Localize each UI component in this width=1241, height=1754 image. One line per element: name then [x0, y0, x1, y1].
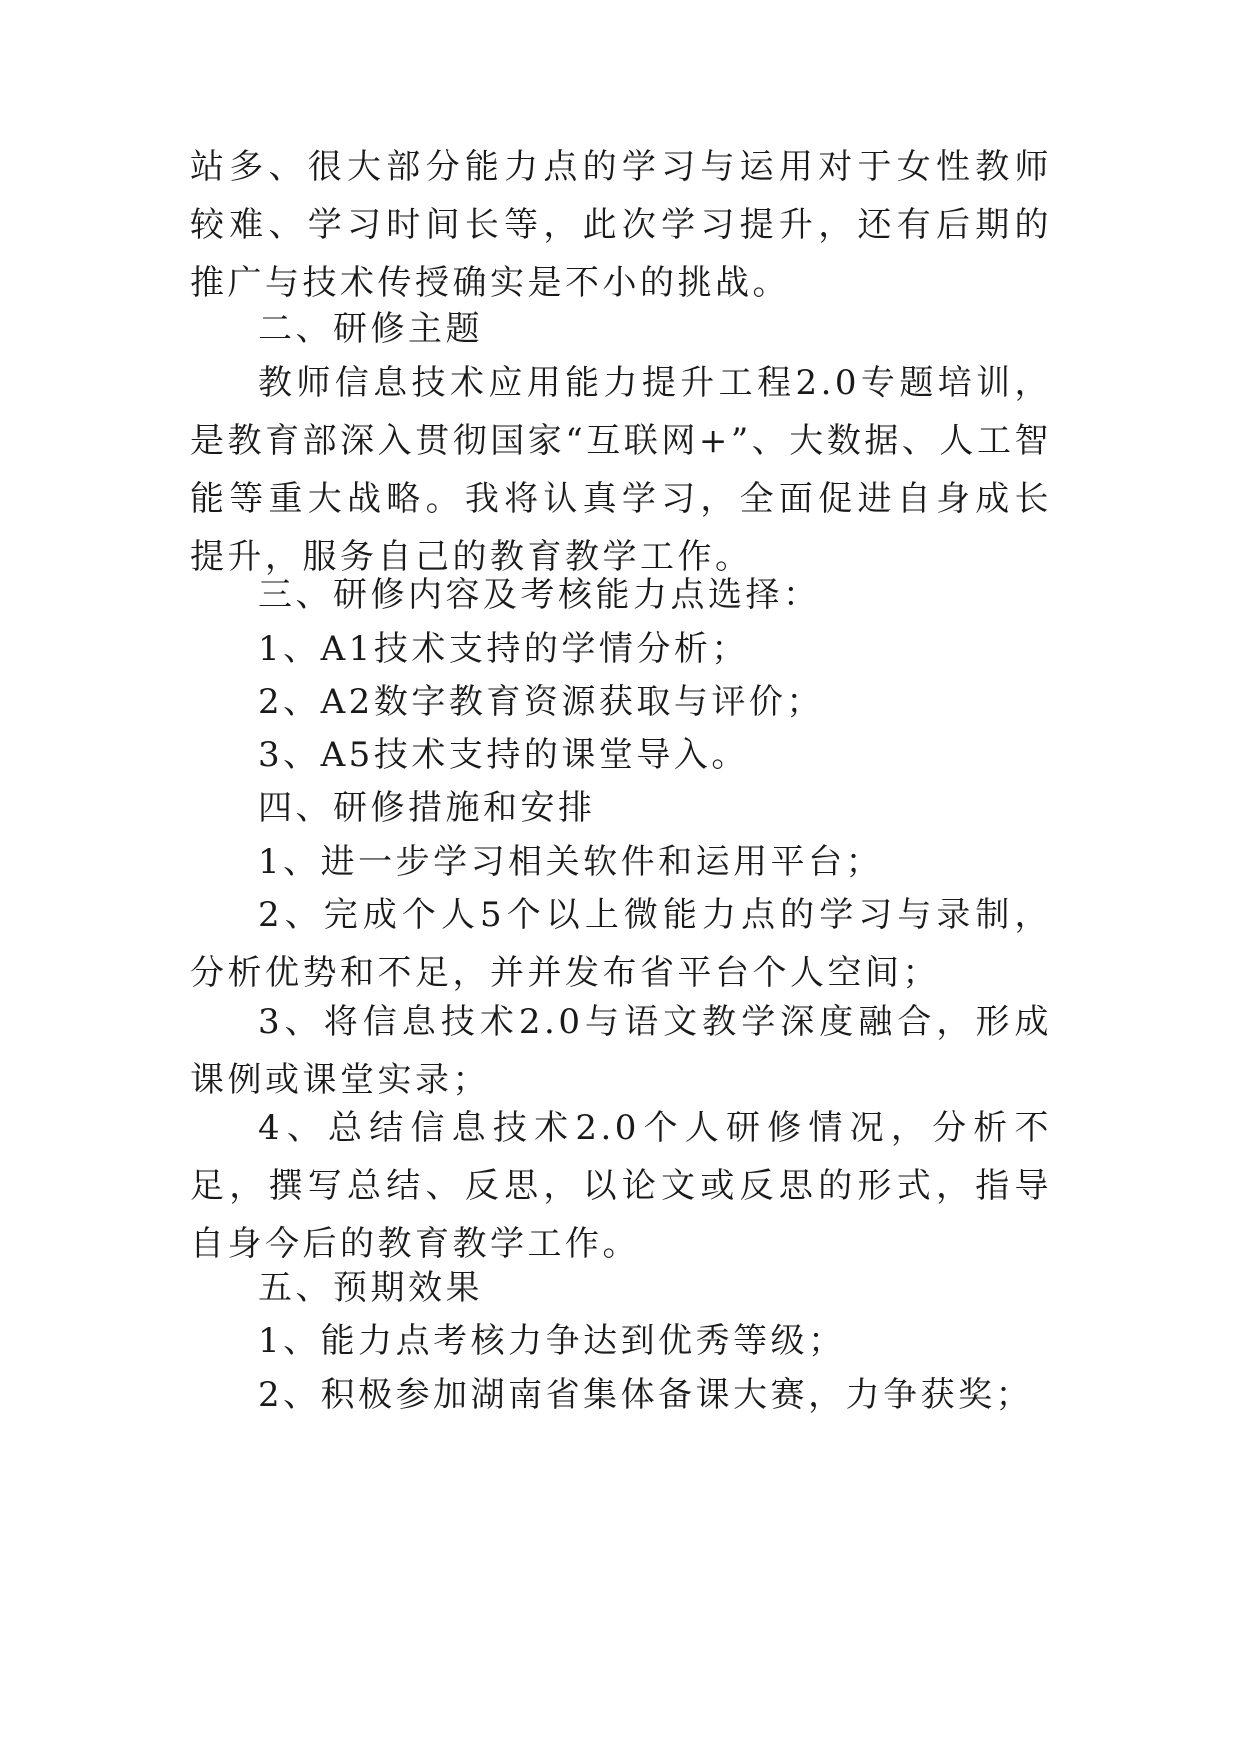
list-item-measure-3: 3、将信息技术2.0与语文教学深度融合，形成课例或课堂实录； — [190, 1002, 1052, 1100]
list-item-a2: 2、A2数字教育资源获取与评价； — [258, 682, 824, 722]
list-item-a5: 3、A5技术支持的课堂导入。 — [258, 735, 749, 775]
heading-measures: 四、研修措施和安排 — [258, 788, 596, 828]
heading-research-content: 三、研修内容及考核能力点选择： — [258, 575, 821, 615]
list-item-a1: 1、A1技术支持的学情分析； — [258, 629, 749, 669]
list-item-measure-1: 1、进一步学习相关软件和运用平台； — [258, 842, 884, 882]
paragraph-theme-body: 教师信息技术应用能力提升工程2.0专题培训，是教育部深入贯彻国家“互联网+”、大数据、人工智能等重大战略。我将认真学习，全面促进自身成长提升，服务自己的教育教学工作。 — [190, 363, 1052, 577]
list-item-measure-4: 4、总结信息技术2.0个人研修情况，分析不足，撰写总结、反思，以论文或反思的形式，指导自身今后的教育教学工作。 — [190, 1108, 1052, 1264]
list-item-result-2: 2、积极参加湖南省集体备课大赛，力争获奖； — [258, 1375, 1034, 1415]
heading-research-theme: 二、研修主题 — [258, 309, 483, 349]
paragraph-challenges: 站多、很大部分能力点的学习与运用对于女性教师较难、学习时间长等，此次学习提升，还有后期的推广与技术传授确实是不小的挑战。 — [190, 147, 1052, 303]
heading-expected-results: 五、预期效果 — [258, 1268, 483, 1308]
list-item-result-1: 1、能力点考核力争达到优秀等级； — [258, 1321, 846, 1361]
list-item-measure-2: 2、完成个人5个以上微能力点的学习与录制，分析优势和不足，并并发布省平台个人空间； — [190, 895, 1052, 993]
